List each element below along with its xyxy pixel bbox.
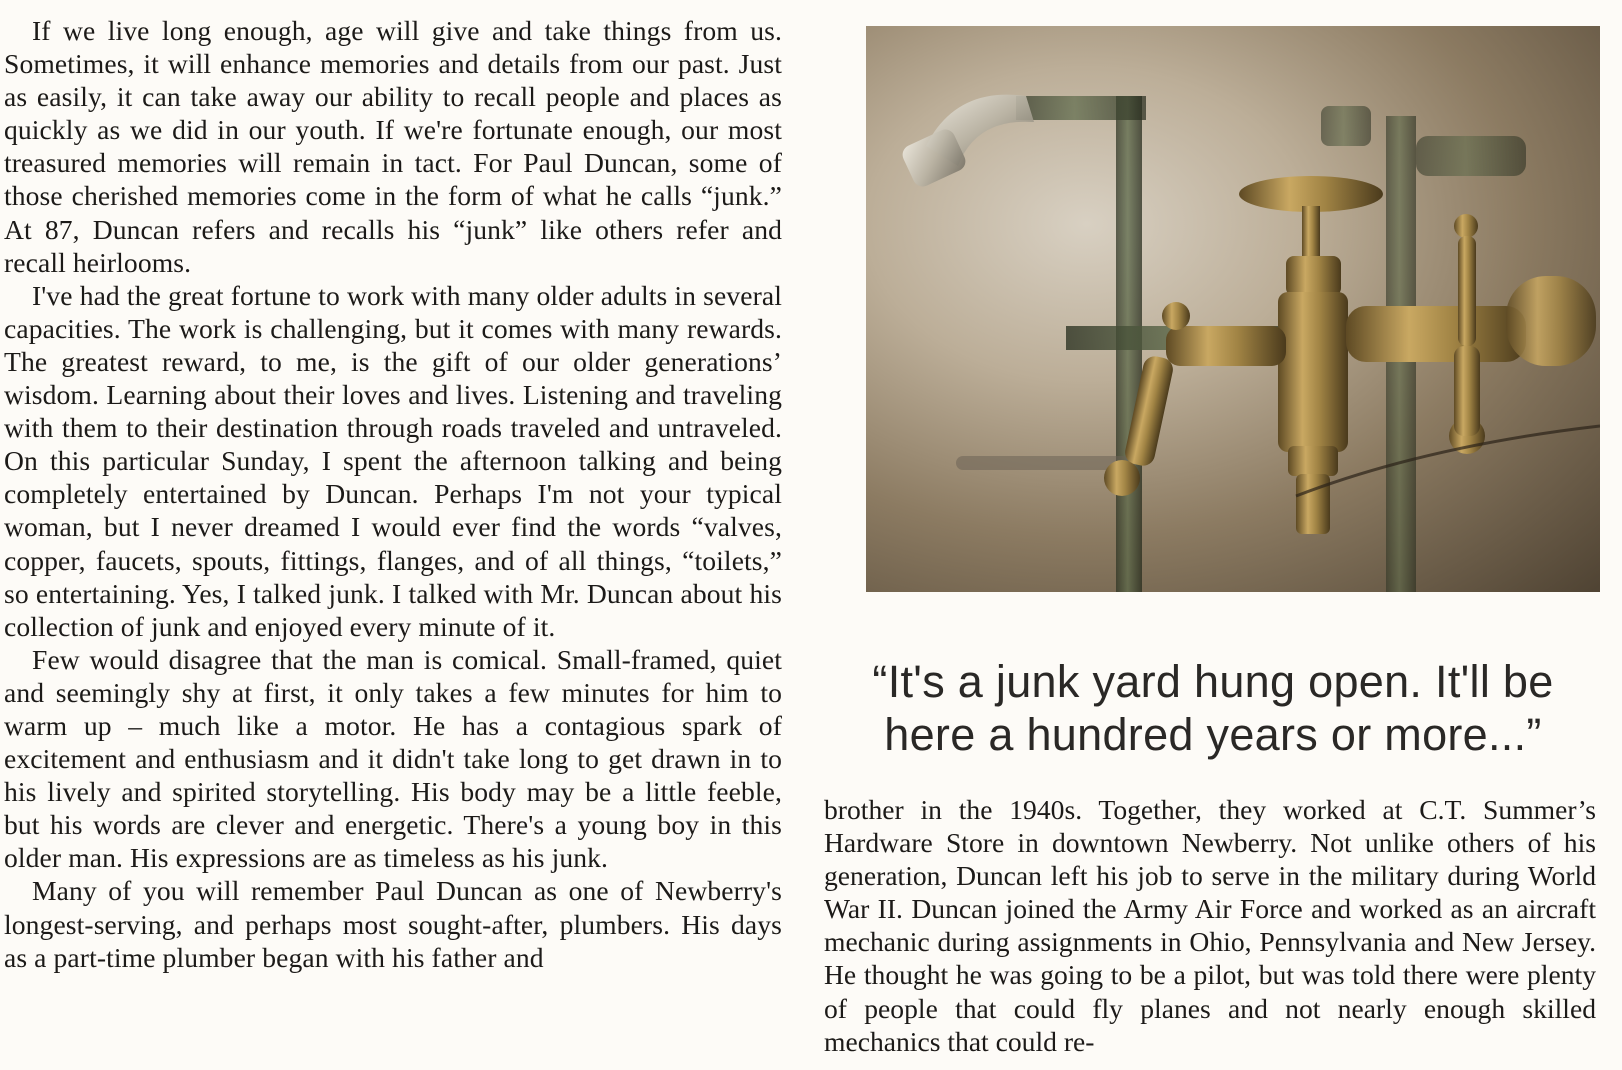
paragraph-3: Few would disagree that the man is comical. Small-framed, quiet and seemingly shy at first, it only takes a few minutes for him to warm up – much like a motor. He has a contagious spark of excitement and enthusiasm and it didn't take long to get drawn in to his lively and spirited storytelling. His body may be a little feeble, but his words are clever and energetic. There's a young boy in this older man. His expressions are as timeless as his junk. [4, 643, 782, 874]
pull-quote [818, 655, 1608, 761]
pull-quote-line-2: here a hundred years or more...” [884, 709, 1542, 760]
left-column-text [4, 14, 782, 974]
right-column-text [824, 793, 1596, 1058]
brass-faucets-photo [866, 26, 1600, 592]
paragraph-4: Many of you will remember Paul Duncan as one of Newberry's longest-serving, and perhaps most sought-after, plumbers. His days as a part-time plumber began with his father and [4, 875, 782, 973]
pull-quote-line-1: “It's a junk yard hung open. It'll be [872, 656, 1554, 707]
faucet-illustration [866, 26, 1600, 592]
paragraph-1: If we live long enough, age will give and take things from us. Sometimes, it will enhance memories and details from our past. Just as easily, it can take away our ability to recall people and places as quickly as we did in our youth. If we're fortunate enough, our most treasured memories will remain in tact. For Paul Duncan, some of those cherished memories come in the form of what he calls “junk.” At 87, Duncan refers and recalls his “junk” like others refer and recall heirlooms. [4, 15, 782, 278]
paragraph-2: I've had the great fortune to work with many older adults in several capacities. The work is challenging, but it comes with many rewards. The greatest reward, to me, is the gift of our older generations’ wisdom. Learning about their loves and lives. Listening and traveling with them to their destination through roads traveled and untraveled. On this particular Sunday, I spent the afternoon talking and being completely entertained by Duncan. Perhaps I'm not your typical woman, but I never dreamed I would ever find the words “valves, copper, faucets, spouts, fittings, flanges, and of all things, “toilets,” so entertaining. Yes, I talked junk. I talked with Mr. Duncan about his collection of junk and enjoyed every minute of it. [4, 279, 782, 642]
paragraph-5: brother in the 1940s. Together, they worked at C.T. Summer’s Hardware Store in downtown Newberry. Not unlike others of his generation, Duncan left his job to serve in the military during World War II. Duncan joined the Army Air Force and worked as an aircraft mechanic during assignments in Ohio, Pennsylvania and New Jersey. He thought he was going to be a pilot, but was told there were plenty of people that could fly planes and not nearly enough skilled mechanics that could re- [824, 794, 1596, 1057]
